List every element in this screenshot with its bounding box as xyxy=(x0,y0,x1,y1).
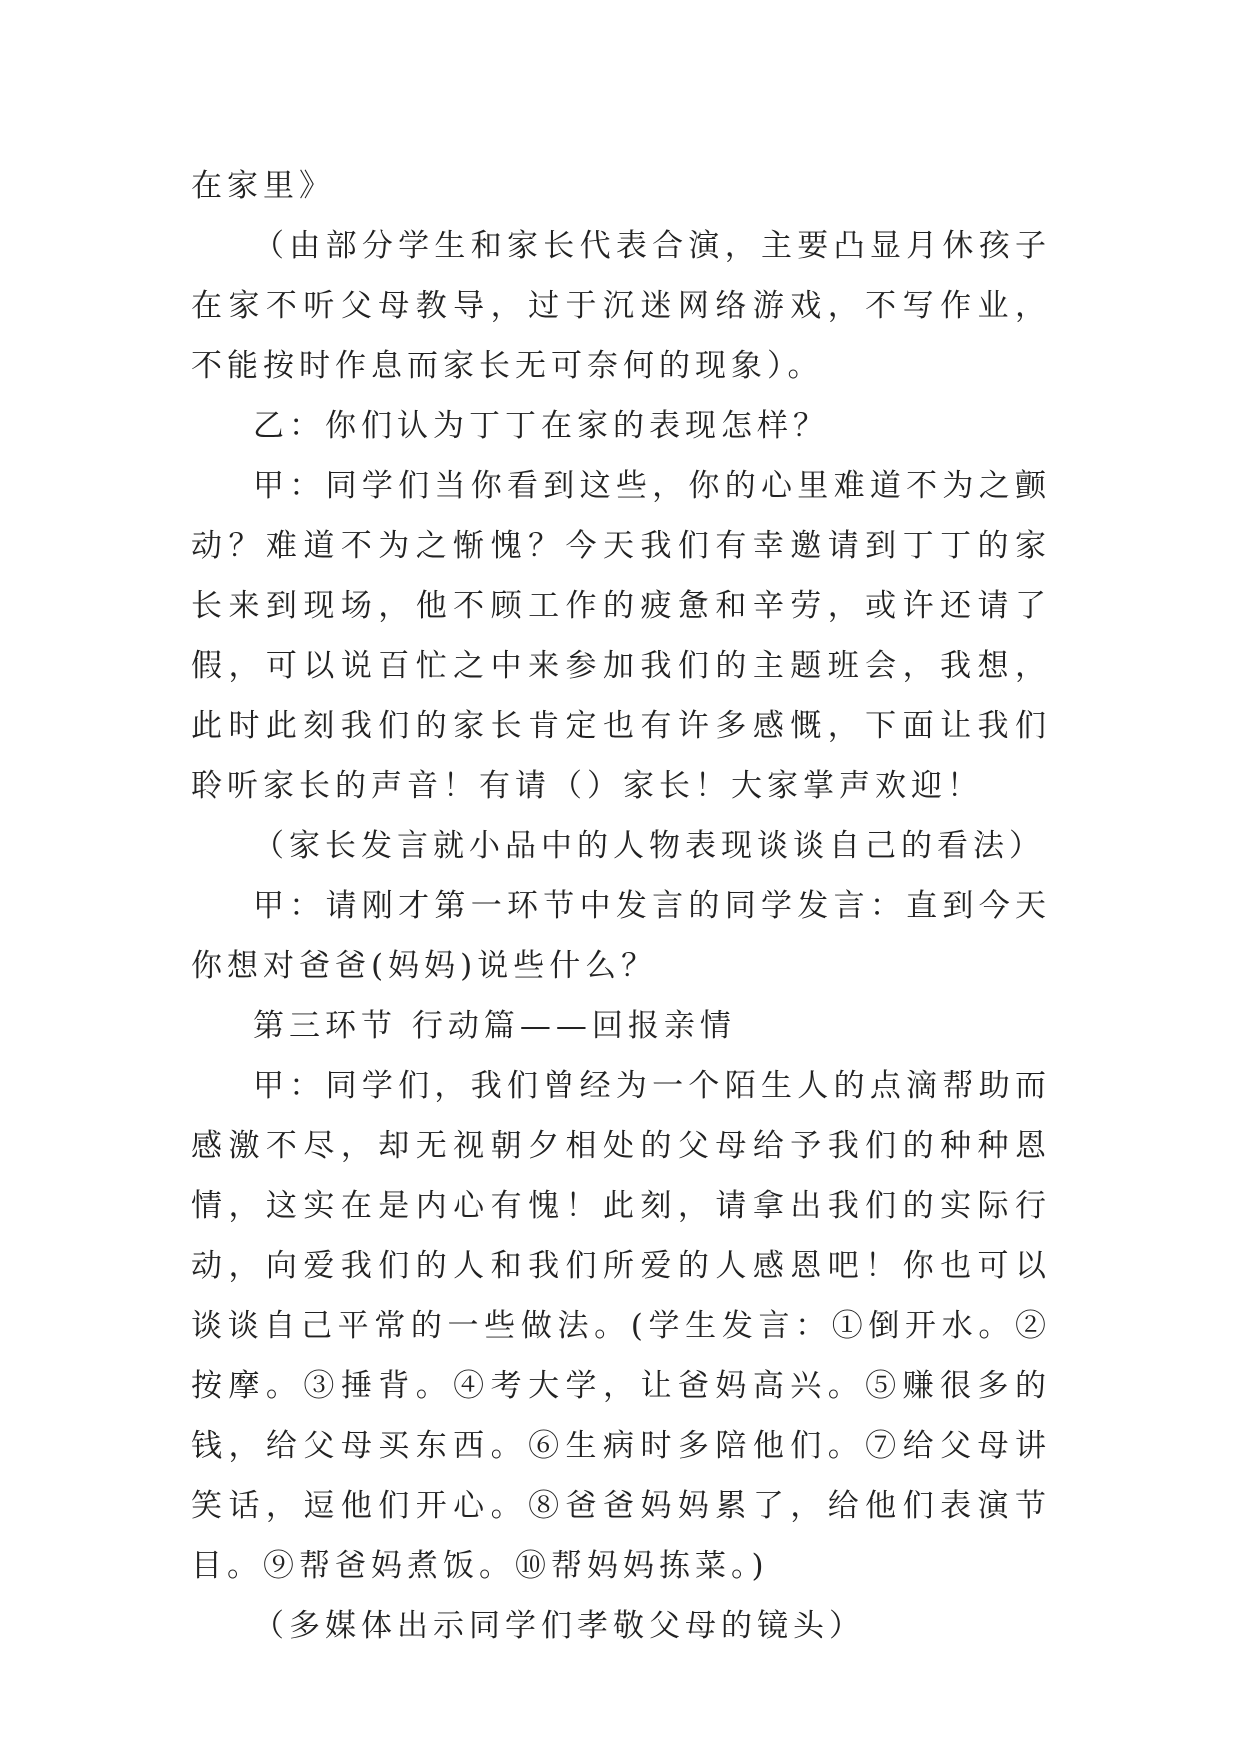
document-body xyxy=(191,156,1051,1656)
paragraph-jia-invite-parent: 甲：同学们当你看到这些，你的心里难道不为之颤动？难道不为之惭愧？今天我们有幸邀请到丁丁的家长来到现场，他不顾工作的疲惫和辛劳，或许还请了假，可以说百忙之中来参加我们的主题班会，我想，此时此刻我们的家长肯定也有许多感慨，下面让我们聆听家长的声音！有请（）家长！大家掌声欢迎！ xyxy=(191,468,1051,804)
section-heading-part-three: 第三环节 行动篇——回报亲情 xyxy=(253,1008,736,1044)
paragraph-yi-question: 乙：你们认为丁丁在家的表现怎样？ xyxy=(253,408,829,444)
paragraph-parent-speech-note: （家长发言就小品中的人物表现谈谈自己的看法） xyxy=(253,828,1045,864)
paragraph-skit-description: （由部分学生和家长代表合演，主要凸显月休孩子在家不听父母教导，过于沉迷网络游戏，不写作业，不能按时作息而家长无可奈何的现象）。 xyxy=(191,228,1051,384)
paragraph-title-tail: 在家里》 xyxy=(191,168,335,204)
paragraph-jia-gratitude: 甲：同学们，我们曾经为一个陌生人的点滴帮助而感激不尽，却无视朝夕相处的父母给予我们的种种恩情，这实在是内心有愧！此刻，请拿出我们的实际行动，向爱我们的人和我们所爱的人感恩吧！你也可以谈谈自己平常的一些做法。(学生发言：①倒开水。②按摩。③捶背。④考大学，让爸妈高兴。⑤赚很多的钱，给父母买东西。⑥生病时多陪他们。⑦给父母讲笑话，逗他们开心。⑧爸爸妈妈累了，给他们表演节目。⑨帮爸妈煮饭。⑩帮妈妈拣菜。) xyxy=(191,1068,1051,1584)
paragraph-multimedia-note: （多媒体出示同学们孝敬父母的镜头） xyxy=(253,1608,865,1644)
paragraph-jia-student-speech: 甲：请刚才第一环节中发言的同学发言：直到今天你想对爸爸(妈妈)说些什么？ xyxy=(191,888,1051,984)
